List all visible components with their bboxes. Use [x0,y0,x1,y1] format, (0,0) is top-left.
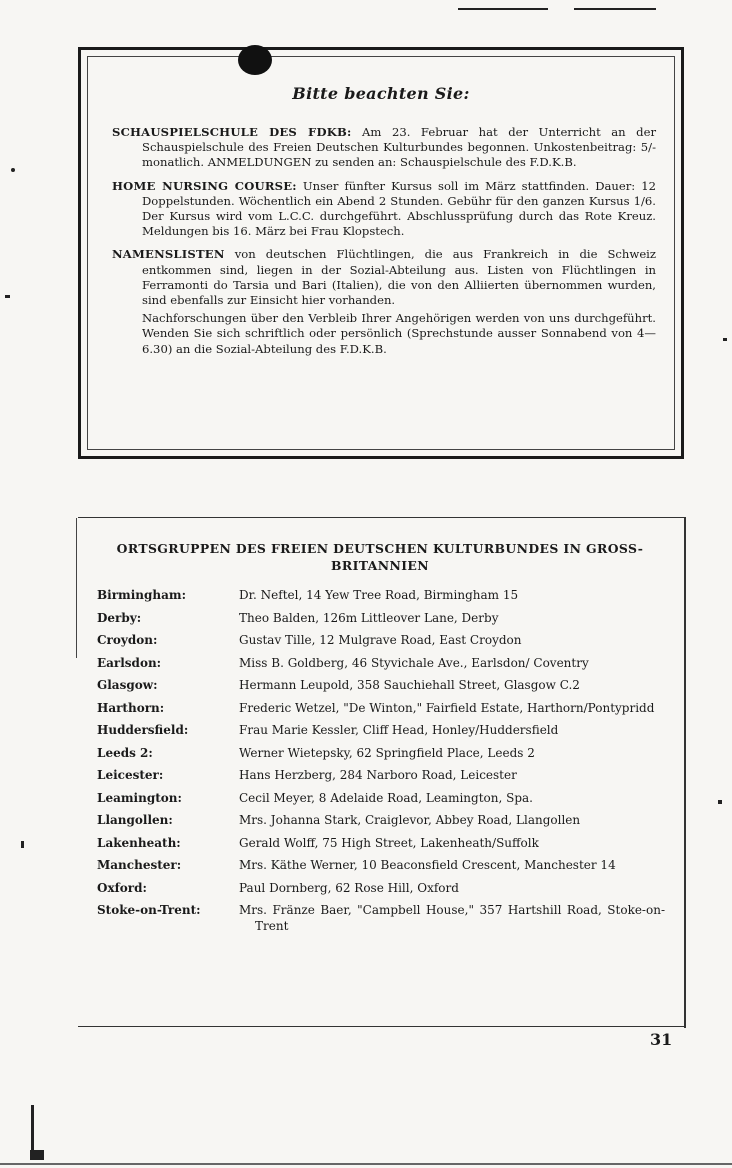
page-number: 31 [650,1030,673,1049]
group-address: Cecil Meyer, 8 Adelaide Road, Leamington, Spa. [239,790,533,805]
list-item [97,881,665,897]
group-city: Leamington: [97,790,182,805]
notice-item [112,125,656,171]
group-city: Leeds 2: [97,745,153,760]
group-address: Werner Wietepsky, 62 Springfield Place, Leeds 2 [239,745,535,760]
group-city: Birmingham: [97,588,187,602]
list-item [97,746,665,762]
group-address: Gerald Wolff, 75 High Street, Lakenheath/Suffolk [239,835,539,850]
scan-artifact [11,168,15,172]
notice-body [112,125,656,365]
group-city: Earlsdon: [97,655,162,670]
scan-artifact [718,800,722,804]
group-city: Stoke-on-Trent: [97,903,201,917]
list-item [97,611,665,627]
group-address: Paul Dornberg, 62 Rose Hill, Oxford [239,880,459,895]
scan-artifact [723,338,727,341]
group-city: Lakenheath: [97,835,181,850]
group-address: Mrs. Johanna Stark, Craiglevor, Abbey Road, Llangollen [239,813,581,827]
group-city: Derby: [97,610,142,625]
ink-blot [238,45,272,75]
list-item [97,588,665,604]
group-city: Glasgow: [97,678,158,692]
notice-item [112,247,656,308]
list-item [97,633,665,649]
list-item [97,813,665,829]
group-address: Hermann Leupold, 358 Sauchiehall Street, Glasgow C.2 [239,678,580,692]
group-address: Frederic Wetzel, "De Winton," Fairfield Estate, Harthorn/Pontypridd [239,700,655,715]
group-city: Llangollen: [97,813,173,827]
scan-artifact [574,8,656,10]
notice-item [112,179,656,240]
group-city: Croydon: [97,633,158,647]
list-item [97,678,665,694]
scan-artifact [458,8,548,10]
notice-title: Bitte beachten Sie: [292,84,470,103]
scan-artifact [0,1163,732,1165]
notice-item-heading: HOME NURSING COURSE: [112,178,297,193]
notice-item-heading: SCHAUSPIELSCHULE DES FDKB: [112,125,352,139]
group-city: Oxford: [97,880,147,895]
list-item [97,903,665,934]
group-address: Theo Balden, 126m Littleover Lane, Derby [239,610,499,625]
notice-box [78,47,684,459]
scan-artifact [31,1105,34,1155]
group-address: Frau Marie Kessler, Cliff Head, Honley/Huddersfield [239,723,559,737]
list-item [97,768,665,784]
divider [684,518,686,1028]
group-address: Mrs. Fränze Baer, "Campbell House," 357 Hartshill Road, Stoke-on-Trent [239,903,665,933]
scan-artifact [30,1150,44,1160]
group-city: Harthorn: [97,700,165,715]
group-address: Hans Herzberg, 284 Narboro Road, Leicester [239,768,517,782]
groups-title: ORTSGRUPPEN DES FREIEN DEUTSCHEN KULTURBUNDES IN GROSS-BRITANNIEN [116,541,644,573]
group-address: Mrs. Käthe Werner, 10 Beaconsfield Crescent, Manchester 14 [239,858,616,872]
divider [76,518,77,658]
notice-item-heading: NAMENSLISTEN [112,247,225,262]
scan-artifact [5,295,10,298]
local-groups-section [78,517,686,1027]
notice-continuation: Nachforschungen über den Verbleib Ihrer Angehörigen werden von uns durchgeführt. Wenden Sie sich schriftlich oder persönlich (Sprechstunde ausser Sonnabend von 4—6.30) an die Sozial-Abteilung des F.D.K.B. [142,311,656,356]
notice-item-text: Am 23. Februar hat der Unterricht an der Schauspielschule des Freien Deutschen Kulturbundes begonnen. Unkostenbeitrag: 5/- monatlich. ANMELDUNGEN zu senden an: Schauspielschule des F.D.K.B. [142,125,657,170]
scan-artifact [21,841,24,848]
group-city: Leicester: [97,768,164,782]
list-item [97,701,665,717]
notice-inner-border [87,56,675,450]
list-item [97,723,665,739]
list-item [97,836,665,852]
group-address: Dr. Neftel, 14 Yew Tree Road, Birmingham 15 [239,588,519,602]
list-item [97,656,665,672]
group-address: Gustav Tille, 12 Mulgrave Road, East Croydon [239,633,522,647]
group-city: Manchester: [97,858,182,872]
notice-item-text: von deutschen Flüchtlingen, die aus Frankreich in die Schweiz entkommen sind, liegen in der Sozial-Abteilung aus. Listen von Flüchtlingen in Ferramonti do Tarsia und Bari (Italien), die von den Alliierten übernommen wurden, sind ebenfalls zur Einsicht hier vorhanden. [142,247,656,308]
notice-item-text: Unser fünfter Kursus soll im März stattfinden. Dauer: 12 Doppelstunden. Wöchentlich ein Abend 2 Stunden. Gebühr für den ganzen Kursus 1/6. Der Kursus wird vom L.C.C. durchgeführt. Abschlussprüfung durch das Rote Kreuz. Meldungen bis 16. März bei Frau Klopstech. [142,178,657,239]
list-item [97,791,665,807]
group-city: Huddersfield: [97,723,189,737]
list-item [97,858,665,874]
groups-list [97,588,665,941]
group-address: Miss B. Goldberg, 46 Styvichale Ave., Earlsdon/ Coventry [239,655,589,670]
